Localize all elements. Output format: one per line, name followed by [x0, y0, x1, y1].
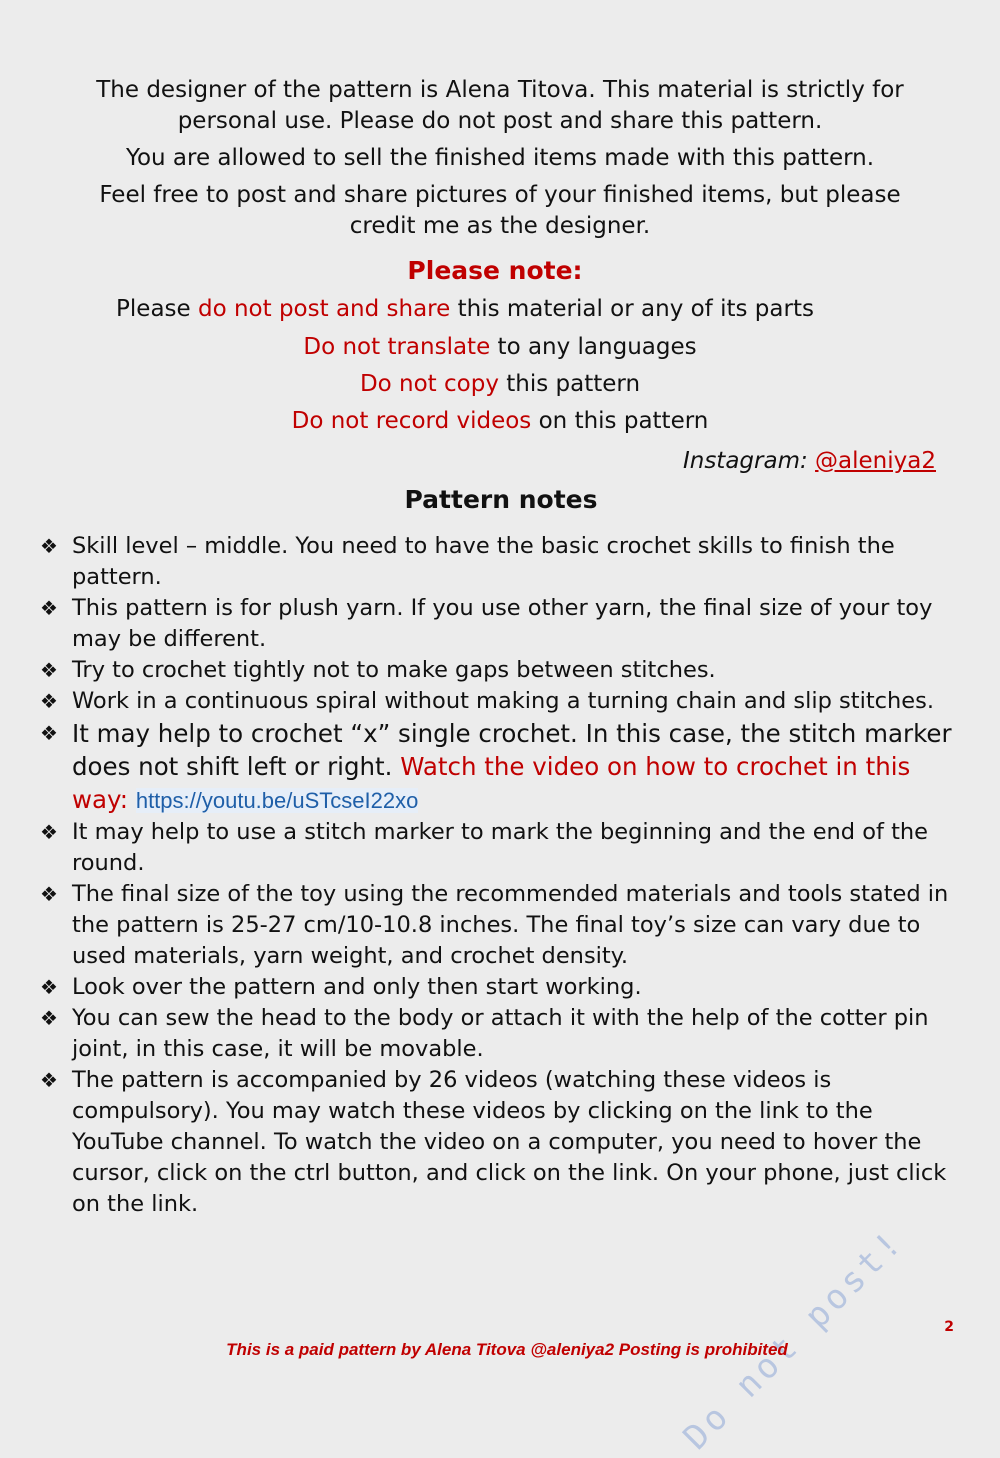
diamond-bullet-icon: ❖ — [40, 534, 58, 558]
list-item: ❖ This pattern is for plush yarn. If you use other yarn, the final size of your toy may be different. — [40, 595, 933, 652]
instagram-link[interactable]: @aleniya2 — [815, 448, 936, 474]
list-item: ❖ Work in a continuous spiral without making a turning chain and slip stitches. — [40, 686, 952, 717]
please-note-line-1: Please do not post and share this material or any of its parts — [116, 296, 814, 322]
intro-paragraph-2: You are allowed to sell the finished items made with this pattern. — [125, 145, 875, 171]
please-note-title: Please note: — [407, 256, 583, 285]
diamond-bullet-icon: ❖ — [40, 689, 58, 713]
intro-section — [70, 75, 930, 248]
watermark: Do not post! — [675, 1221, 912, 1458]
diamond-bullet-icon: ❖ — [40, 658, 58, 682]
please-note-line-4: Do not record videos on this pattern — [291, 408, 709, 434]
page-number: 2 — [944, 1319, 954, 1335]
list-item: ❖ Try to crochet tightly not to make gaps between stitches. — [40, 655, 952, 686]
list-item: ❖ It may help to use a stitch marker to mark the beginning and the end of the round. — [40, 819, 928, 876]
pattern-notes-title: Pattern notes — [404, 485, 598, 514]
diamond-bullet-icon: ❖ — [40, 820, 58, 844]
list-item: ❖ It may help to crochet “x” single crochet. In this case, the stitch marker does not shift left or right. Watch the video on how to crochet in this way: https://youtu.be/uSTcseI22xo — [40, 719, 952, 814]
intro-paragraph-3: Feel free to post and share pictures of your finished items, but please credit me as the designer. — [99, 182, 901, 239]
please-note-line-2: Do not translate to any languages — [303, 334, 697, 360]
diamond-bullet-icon: ❖ — [40, 975, 58, 999]
list-item: ❖ Look over the pattern and only then start working. — [40, 972, 952, 1003]
list-item: ❖ You can sew the head to the body or attach it with the help of the cotter pin joint, in this case, it will be movable. — [40, 1005, 929, 1062]
video-note: Watch the video on how to crochet in this way: — [72, 752, 911, 814]
diamond-bullet-icon: ❖ — [40, 1006, 58, 1030]
list-item: ❖ The final size of the toy using the recommended materials and tools stated in the pattern is 25-27 cm/10-10.8 inches. The final toy’s size can vary due to used materials, yarn weight, and crochet density. — [40, 881, 949, 969]
youtube-link[interactable]: https://youtu.be/uSTcseI22xo — [135, 788, 419, 813]
please-note-line-3: Do not copy this pattern — [359, 371, 641, 397]
instagram-line — [683, 448, 936, 474]
diamond-bullet-icon: ❖ — [40, 882, 58, 906]
list-item: ❖ The pattern is accompanied by 26 videos (watching these videos is compulsory). You may watch these videos by clicking on the link to the YouTube channel. To watch the video on a computer, you need to hover the cursor, click on the ctrl button, and click on the link. On your phone, just click on the link. — [40, 1067, 947, 1217]
footer-notice: This is a paid pattern by Alena Titova @aleniya2 Posting is prohibited — [226, 1340, 788, 1359]
pattern-notes-list — [40, 531, 952, 1220]
instagram-label: Instagram: — [682, 448, 816, 474]
diamond-bullet-icon: ❖ — [40, 596, 58, 620]
diamond-bullet-icon: ❖ — [40, 1068, 58, 1092]
intro-paragraph-1: The designer of the pattern is Alena Titova. This material is strictly for personal use. Please do not post and share this pattern. — [96, 77, 904, 134]
diamond-bullet-icon: ❖ — [40, 721, 58, 745]
list-item: ❖ Skill level – middle. You need to have the basic crochet skills to finish the pattern. — [40, 533, 895, 590]
